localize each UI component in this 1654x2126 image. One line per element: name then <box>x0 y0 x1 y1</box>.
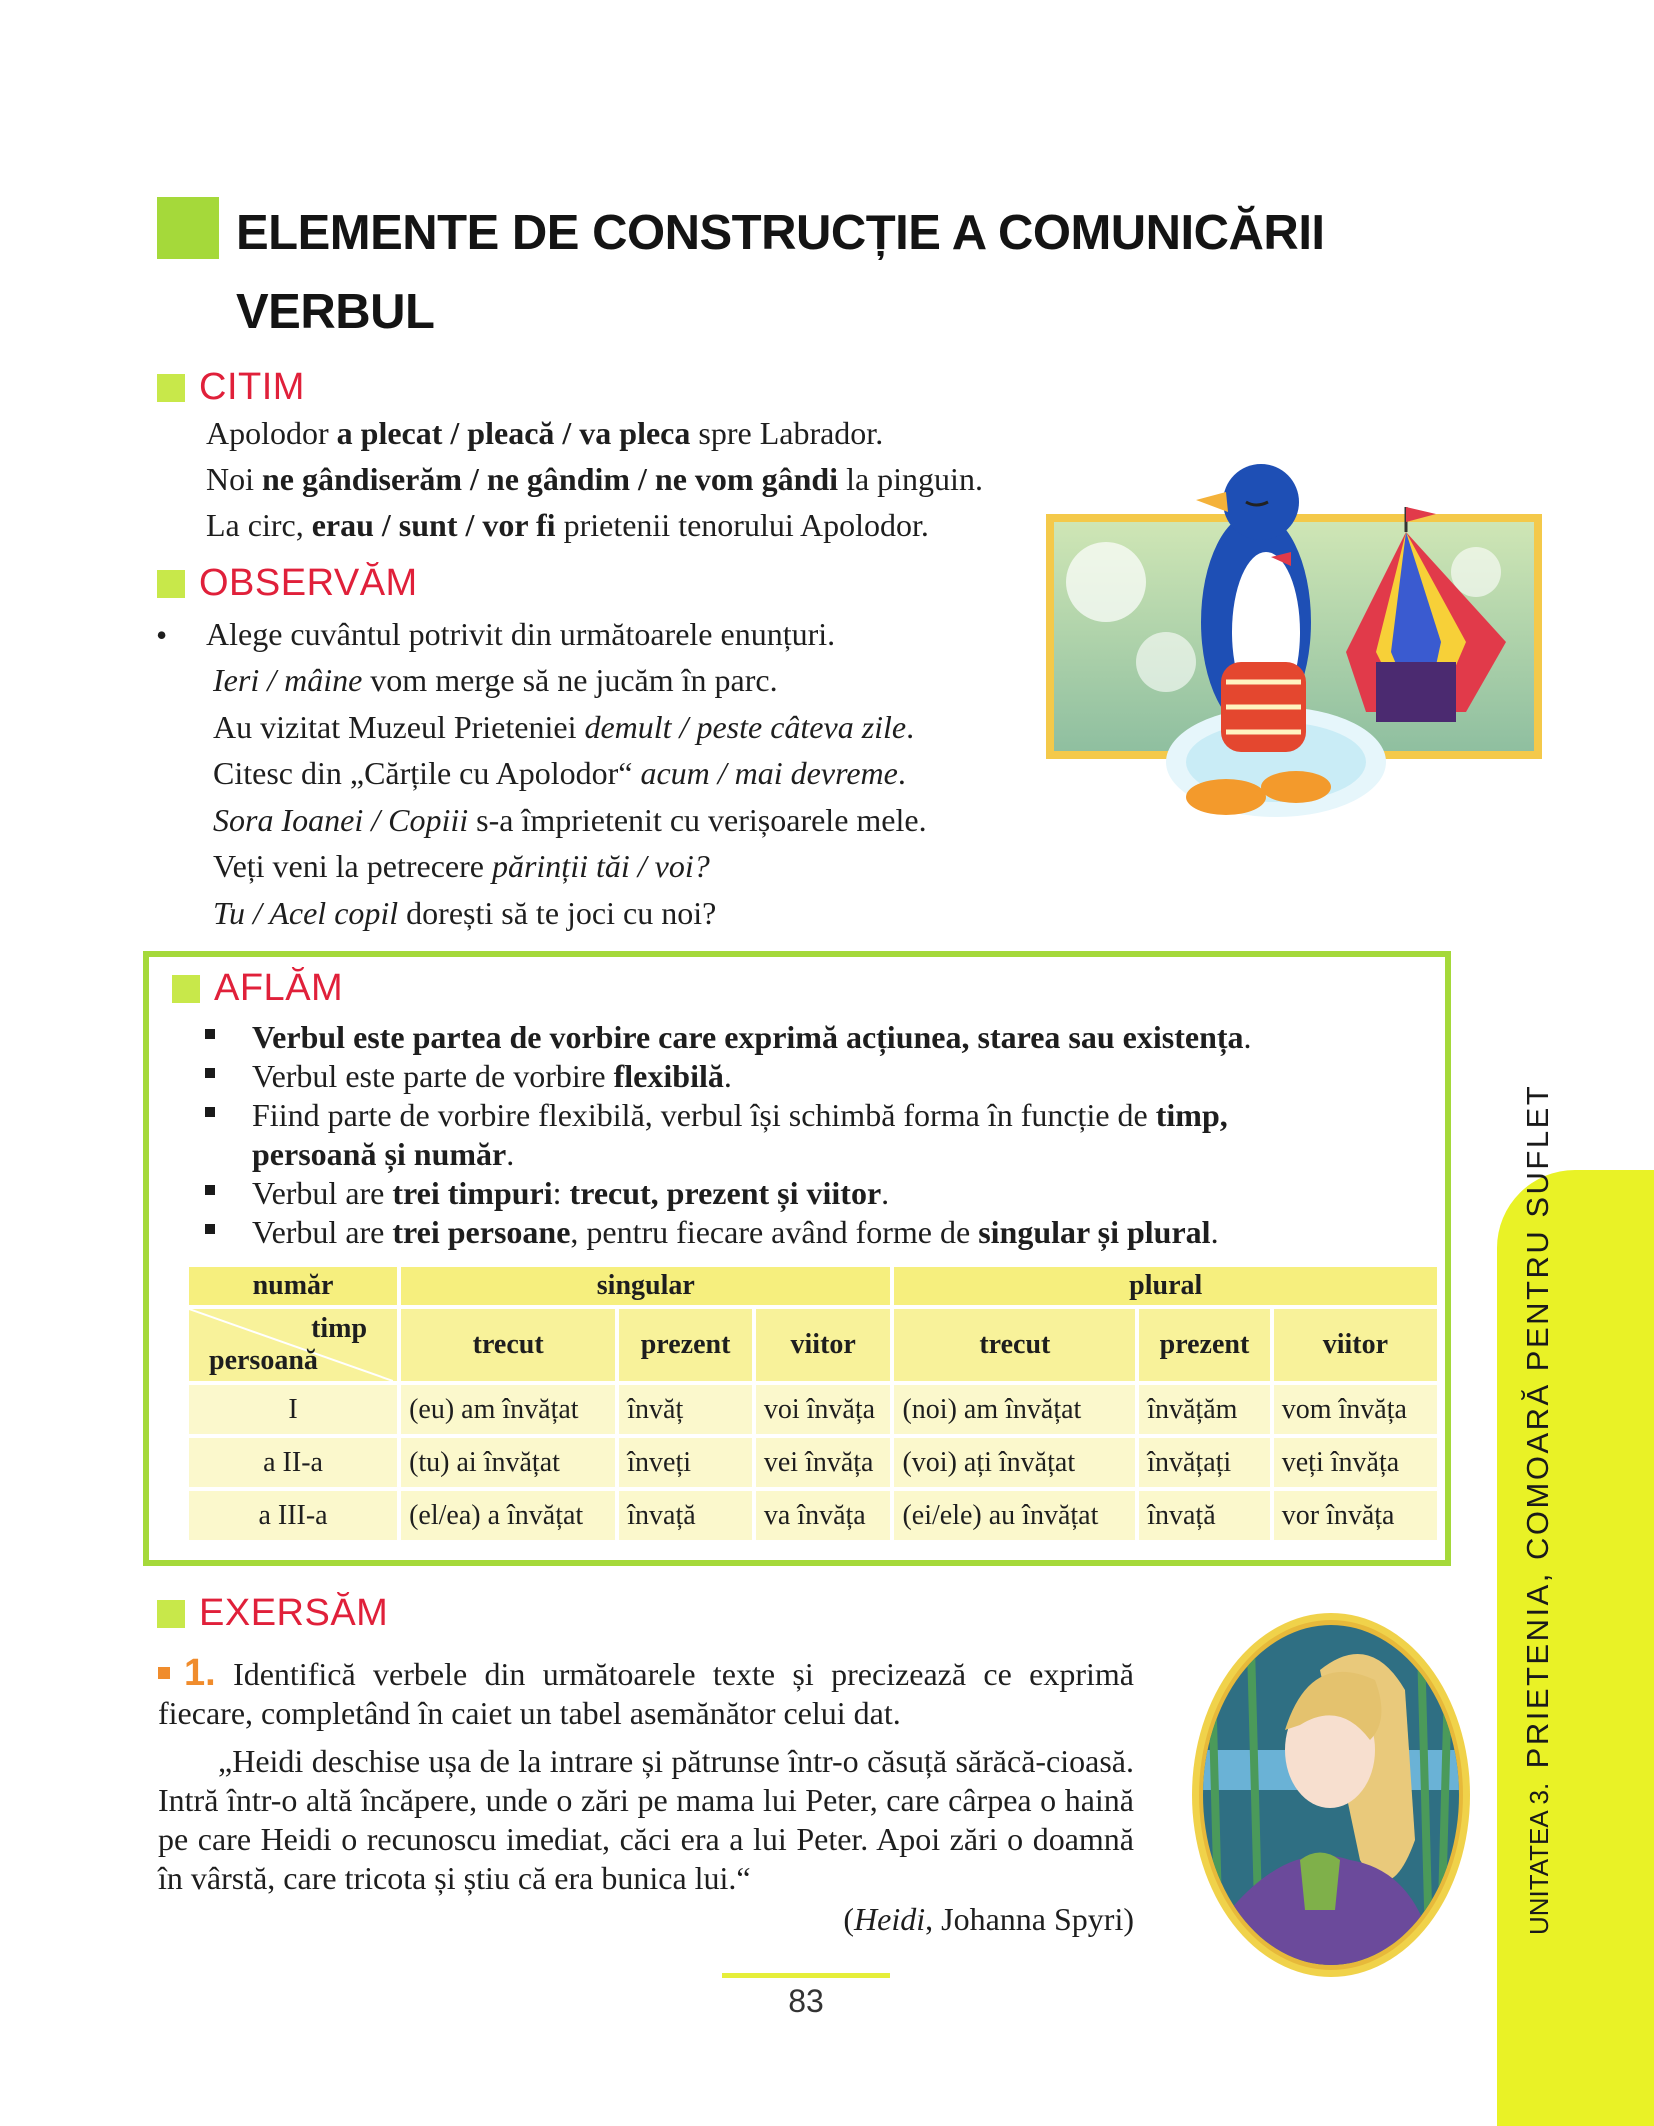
exercise-1 <box>158 1654 1134 1733</box>
quote-source: (Heidi, Johanna Spyri) <box>843 1901 1134 1937</box>
table-cell: învăț <box>627 1393 684 1425</box>
observam-instruction: Alege cuvântul potrivit din următoarele enunțuri. <box>206 616 836 652</box>
header-plural: plural <box>894 1267 1437 1305</box>
title-marker <box>157 197 219 259</box>
section-label: OBSERVĂM <box>199 562 418 604</box>
header-numar: număr <box>189 1267 397 1305</box>
table-cell: înveți <box>627 1446 692 1478</box>
section-citim <box>157 366 305 409</box>
table-cell: (eu) am învățat <box>409 1393 579 1425</box>
table-cell: învață <box>627 1499 696 1531</box>
verb-conjugation-table <box>185 1263 1441 1544</box>
header-persoana: persoană <box>209 1345 318 1376</box>
table-cell: I <box>288 1393 298 1425</box>
bullet-dot: • <box>156 617 168 653</box>
table-row <box>189 1385 1437 1434</box>
bullet-square-icon <box>205 1224 215 1234</box>
header-tense: viitor <box>1274 1309 1437 1381</box>
header-timp: timp <box>311 1313 368 1344</box>
table-cell: a III-a <box>258 1499 328 1531</box>
unit-label: UNITATEA 3. <box>1524 1782 1554 1935</box>
table-cell: vom învăța <box>1281 1393 1407 1425</box>
citim-line-3: La circ, erau / sunt / vor fi prietenii tenorului Apolodor. <box>206 507 929 543</box>
exercise-text: Identifică verbele din următoarele texte și precizează ce exprimă fiecare, completând în caiet un tabel asemănător celui dat. <box>158 1656 1135 1731</box>
section-aflam <box>172 967 343 1010</box>
table-cell: (voi) ați învățat <box>902 1446 1076 1478</box>
table-cell: învățați <box>1147 1446 1232 1478</box>
header-singular: singular <box>401 1267 890 1305</box>
exercise-number: 1. <box>184 1652 216 1694</box>
header-tense: trecut <box>401 1309 615 1381</box>
header-tense: prezent <box>619 1309 752 1381</box>
unit-title: PRIETENIA, COMOARĂ PENTRU SUFLET <box>1520 1083 1555 1769</box>
observam-line-6: Tu / Acel copil dorești să te joci cu noi? <box>213 895 717 931</box>
section-marker <box>157 374 185 402</box>
section-marker <box>172 975 200 1003</box>
citim-line-1: Apolodor a plecat / pleacă / va pleca spre Labrador. <box>206 415 884 451</box>
table-row <box>189 1491 1437 1540</box>
page-number-rule <box>722 1973 890 1978</box>
exercise-quote: „Heidi deschise ușa de la intrare și pătrunse într-o căsuță sărăcă-cioasă. Intră într-o altă încăpere, unde o zări pe mama lui Peter, care cârpea o haină pe care Heidi o recunoscu imediat, căci era a lui Peter. Apoi zări o doamnă în vârstă, care tricota și știu că era bunica lui.“ <box>158 1743 1134 1896</box>
side-tab-label <box>1520 1084 1556 1935</box>
bullet-square-icon <box>205 1068 215 1078</box>
header-tense: viitor <box>756 1309 891 1381</box>
table-cell: voi învăța <box>763 1393 876 1425</box>
header-tense: prezent <box>1139 1309 1270 1381</box>
rule-item-3-cont: persoană și număr. <box>252 1136 515 1172</box>
table-subheader-row <box>189 1309 1437 1381</box>
table-header-row <box>189 1267 1437 1305</box>
table-cell: învățăm <box>1147 1393 1238 1425</box>
section-marker <box>157 570 185 598</box>
bullet-square-icon <box>205 1107 215 1117</box>
section-marker <box>157 1600 185 1628</box>
header-tense: trecut <box>894 1309 1135 1381</box>
table-cell: (ei/ele) au învățat <box>902 1499 1099 1531</box>
table-cell: veți învăța <box>1281 1446 1400 1478</box>
observam-line-5: Veți veni la petrecere părinții tăi / voi? <box>213 848 710 884</box>
table-cell: a II-a <box>263 1446 323 1478</box>
header-timp-persoana <box>189 1309 397 1381</box>
section-label: AFLĂM <box>214 967 344 1009</box>
table-cell: (tu) ai învățat <box>409 1446 560 1478</box>
table-cell: (el/ea) a învățat <box>409 1499 584 1531</box>
table-cell: vei învăța <box>763 1446 874 1478</box>
table-cell: va învăța <box>763 1499 866 1531</box>
table-row <box>189 1438 1437 1487</box>
heidi-portrait-illustration <box>1190 1610 1472 1980</box>
section-exersam <box>157 1592 388 1635</box>
section-observam <box>157 562 418 605</box>
bullet-square-icon <box>205 1185 215 1195</box>
observam-line-4: Sora Ioanei / Copiii s-a împrietenit cu verișoarele mele. <box>213 802 927 838</box>
page-title: ELEMENTE DE CONSTRUCȚIE A COMUNICĂRII <box>236 206 1325 260</box>
table-cell: vor învăța <box>1281 1499 1395 1531</box>
section-label: EXERSĂM <box>199 1592 389 1634</box>
observam-line-3: Citesc din „Cărțile cu Apolodor“ acum / mai devreme. <box>213 755 906 791</box>
observam-line-2: Au vizitat Muzeul Prieteniei demult / peste câteva zile. <box>213 709 915 745</box>
table-cell: (noi) am învățat <box>902 1393 1082 1425</box>
citim-line-2: Noi ne gândiserăm / ne gândim / ne vom gândi la pinguin. <box>206 461 983 497</box>
bullet-square-icon <box>205 1029 215 1039</box>
section-label: CITIM <box>199 366 305 408</box>
exercise-marker-icon <box>158 1667 170 1679</box>
page-subtitle: VERBUL <box>236 285 435 339</box>
table-cell: învață <box>1147 1499 1216 1531</box>
page-number: 83 <box>788 1983 824 2019</box>
penguin-circus-illustration <box>1046 462 1542 862</box>
observam-line-1: Ieri / mâine vom merge să ne jucăm în parc. <box>213 662 778 698</box>
